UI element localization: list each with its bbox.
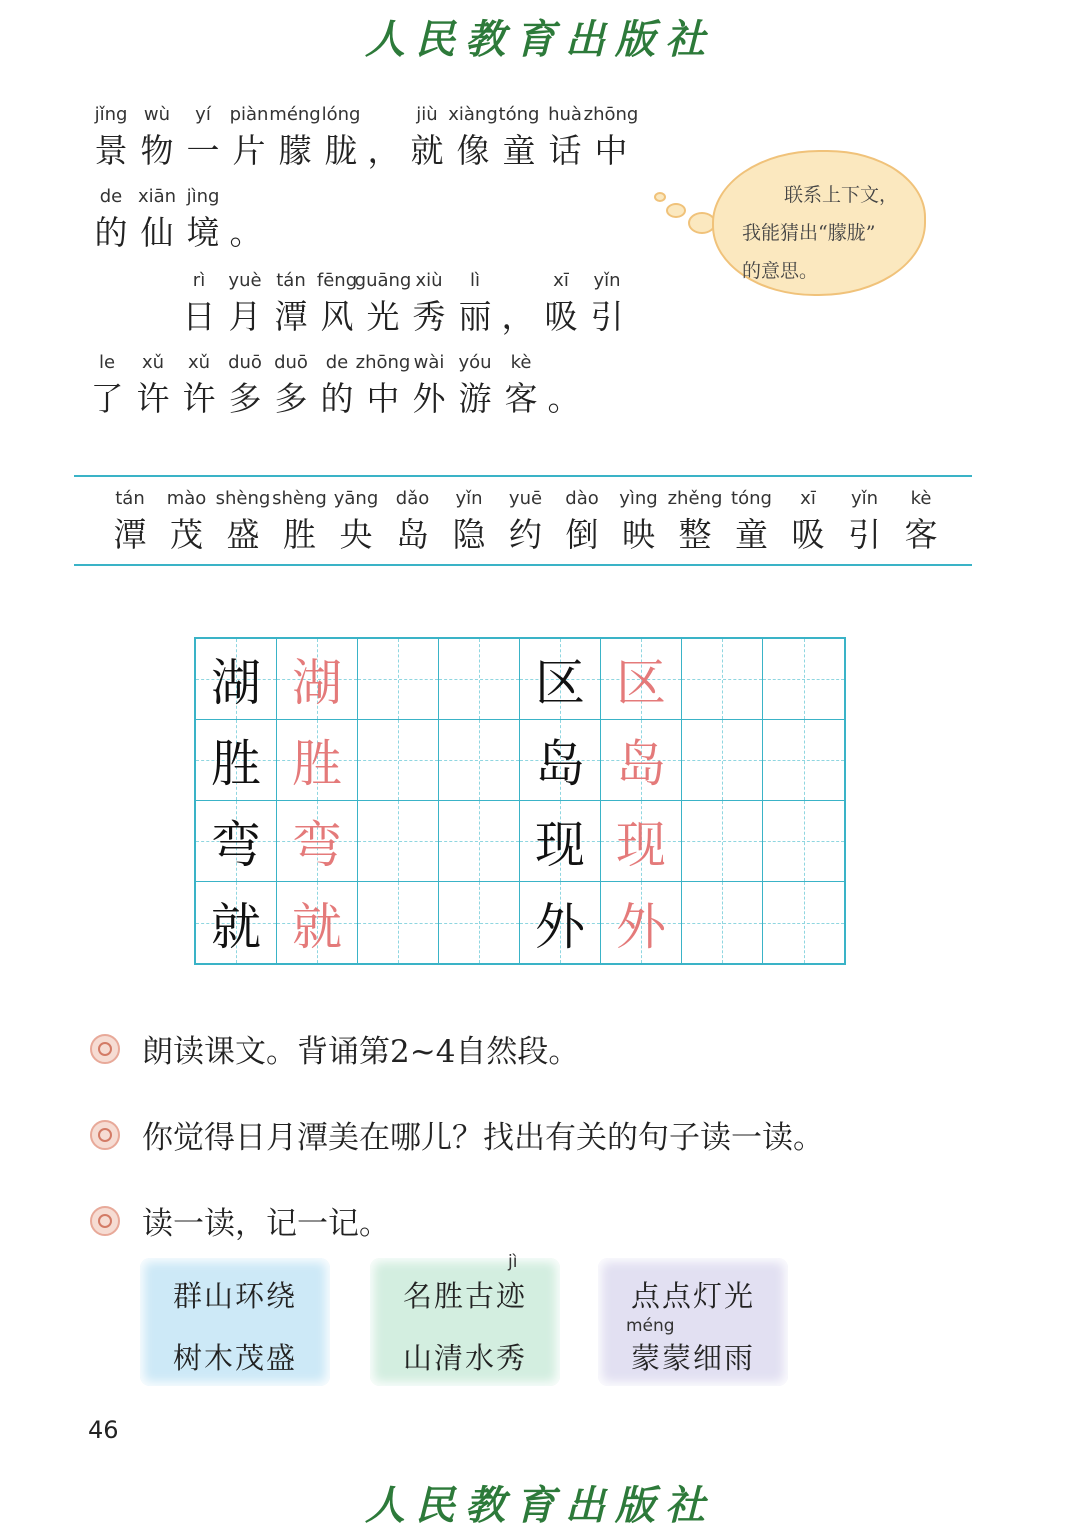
pinyin: lóng <box>321 104 361 125</box>
grid-cell-empty <box>682 801 763 882</box>
grid-cell-empty <box>682 639 763 720</box>
grid-cell-char: 湖 <box>277 639 358 720</box>
hanzi: ， <box>367 131 401 170</box>
hanzi: 多 <box>228 379 262 418</box>
hanzi: 央 <box>339 515 373 554</box>
bubble-line-2: 我能猜出“朦胧” <box>742 222 876 244</box>
exercise-2 <box>90 1112 824 1157</box>
hanzi: 盛 <box>226 515 260 554</box>
new-char <box>328 488 384 556</box>
char-cell <box>130 348 176 420</box>
pinyin: yuè <box>228 270 262 291</box>
hanzi: 游 <box>458 379 492 418</box>
hanzi: 吸 <box>791 515 825 554</box>
grid-cell-char: 外 <box>601 882 682 963</box>
pinyin: xǔ <box>141 352 165 373</box>
hanzi: 许 <box>182 379 216 418</box>
hanzi: 胜 <box>283 515 316 554</box>
hanzi: 岛 <box>396 515 429 554</box>
pinyin: duō <box>228 352 262 373</box>
text-line-3 <box>176 266 630 338</box>
pinyin: yǐn <box>593 270 621 291</box>
grid-cell-char: 现 <box>601 801 682 882</box>
hanzi: 引 <box>590 297 624 336</box>
grid-cell-empty <box>358 639 439 720</box>
pinyin: jìng <box>186 186 220 207</box>
hanzi: 片 <box>232 131 266 170</box>
char-cell <box>450 100 496 172</box>
grid-cell-char: 外 <box>520 882 601 963</box>
new-char <box>215 488 271 556</box>
grid-cell-char: 胜 <box>196 720 277 801</box>
pinyin: xiān <box>137 186 177 207</box>
pinyin: zhōng <box>583 104 639 125</box>
pinyin: wài <box>413 352 445 373</box>
pinyin: duō <box>274 352 308 373</box>
pinyin: tóng <box>731 488 772 509</box>
hanzi: 话 <box>548 131 582 170</box>
char-cell <box>406 266 452 338</box>
hanzi: ， <box>501 297 535 336</box>
publisher-logo-top: 人民教育出版社 <box>365 16 715 63</box>
grid-cell-empty <box>682 720 763 801</box>
grid-cell-empty <box>763 639 844 720</box>
pinyin: le <box>98 352 116 373</box>
pinyin: piàn <box>229 104 269 125</box>
grid-cell-char: 弯 <box>277 801 358 882</box>
grid-cell-empty <box>439 720 520 801</box>
pinyin: xī <box>553 270 569 291</box>
grid-cell-char: 弯 <box>196 801 277 882</box>
divider-top <box>74 475 972 477</box>
char-cell <box>226 182 266 254</box>
char-cell <box>84 348 130 420</box>
hanzi: 一 <box>186 131 220 170</box>
hanzi: 。 <box>547 379 581 418</box>
grid-cell-char: 胜 <box>277 720 358 801</box>
char-cell <box>538 266 584 338</box>
hanzi: 丽 <box>458 297 492 336</box>
grid-cell-empty <box>763 720 844 801</box>
char-cell <box>180 182 226 254</box>
bubble-line-3: 的意思。 <box>742 260 819 282</box>
phrase-card-2 <box>370 1252 560 1386</box>
pinyin: de <box>325 352 349 373</box>
hanzi: 胧 <box>324 131 358 170</box>
hanzi: 物 <box>140 131 174 170</box>
pinyin: shèng <box>215 488 271 509</box>
ruby-ji: jì <box>508 1252 518 1272</box>
phrase: 名胜古迹 <box>402 1279 527 1313</box>
new-char <box>893 488 949 556</box>
text-line-4 <box>84 348 584 420</box>
hanzi: 了 <box>90 379 124 418</box>
grid-cell-char: 岛 <box>520 720 601 801</box>
hanzi: 童 <box>502 131 536 170</box>
char-cell <box>542 100 588 172</box>
pinyin: tóng <box>498 104 540 125</box>
char-cell <box>404 100 450 172</box>
char-cell <box>222 348 268 420</box>
hanzi: 光 <box>366 297 400 336</box>
grid-cell-char: 区 <box>601 639 682 720</box>
pinyin: fēng <box>316 270 358 291</box>
pinyin: dào <box>565 488 599 509</box>
char-cell <box>355 348 411 420</box>
char-cell <box>406 348 452 420</box>
pinyin: yí <box>195 104 211 125</box>
char-cell <box>268 266 314 338</box>
new-char <box>780 488 836 556</box>
phrase: 山清水秀 <box>402 1341 527 1375</box>
writing-grid <box>194 637 846 965</box>
char-cell <box>176 266 222 338</box>
exercise-bullet-icon <box>90 1120 120 1150</box>
phrase-card-3 <box>598 1258 788 1386</box>
char-cell <box>180 100 226 172</box>
char-cell <box>314 266 360 338</box>
hanzi: 整 <box>678 515 712 554</box>
pinyin: kè <box>510 352 532 373</box>
thought-bubble <box>712 150 926 296</box>
hanzi: 日 <box>182 297 216 336</box>
pinyin: zhōng <box>355 352 411 373</box>
new-char <box>159 488 215 556</box>
phrase: 点点灯光 <box>630 1279 755 1313</box>
grid-cell-empty <box>439 801 520 882</box>
page-number: 46 <box>88 1416 119 1444</box>
char-cell <box>88 100 134 172</box>
pinyin: tán <box>276 270 306 291</box>
char-cell <box>498 348 544 420</box>
hanzi: 境 <box>186 213 220 252</box>
char-cell <box>88 182 134 254</box>
char-cell <box>452 348 498 420</box>
exercise-bullet-icon <box>90 1206 120 1236</box>
hanzi: 风 <box>320 297 354 336</box>
char-cell <box>134 182 180 254</box>
hanzi: 就 <box>410 131 444 170</box>
pinyin: zhěng <box>667 488 723 509</box>
hanzi: 映 <box>622 515 655 554</box>
bubble-dot-small <box>654 192 666 202</box>
hanzi: 景 <box>94 131 128 170</box>
grid-cell-char: 区 <box>520 639 601 720</box>
new-char <box>102 488 158 556</box>
pinyin: jiù <box>416 104 438 125</box>
grid-cell-empty <box>439 639 520 720</box>
grid-cell-empty <box>682 882 763 963</box>
pinyin: lì <box>469 270 480 291</box>
pinyin: xī <box>800 488 816 509</box>
pinyin: xiàng <box>448 104 498 125</box>
hanzi: 中 <box>594 131 628 170</box>
new-char <box>667 488 723 556</box>
hanzi: 潭 <box>113 515 147 554</box>
phrase: 群山环绕 <box>172 1279 297 1313</box>
new-char <box>724 488 780 556</box>
pinyin: yóu <box>458 352 492 373</box>
new-char <box>272 488 328 556</box>
grid-cell-char: 岛 <box>601 720 682 801</box>
bubble-line-1: 联系上下文， <box>784 184 899 206</box>
char-cell <box>269 100 321 172</box>
grid-cell-empty <box>763 801 844 882</box>
char-cell <box>134 100 180 172</box>
publisher-logo-bottom: 人民教育出版社 <box>365 1482 715 1529</box>
pinyin: yǐn <box>455 488 483 509</box>
pinyin: guāng <box>354 270 412 291</box>
hanzi: 。 <box>229 213 263 252</box>
text-line-1 <box>88 100 639 172</box>
exercise-1-text: 朗读课文。背诵第2~4自然段。 <box>142 1034 580 1070</box>
char-cell <box>226 100 272 172</box>
char-cell <box>498 266 538 338</box>
char-cell <box>268 348 314 420</box>
grid-cell-char: 现 <box>520 801 601 882</box>
phrase: 蒙蒙细雨 <box>630 1341 755 1375</box>
new-char <box>837 488 893 556</box>
hanzi: 茂 <box>170 515 203 554</box>
hanzi: 秀 <box>412 297 446 336</box>
pinyin: mào <box>166 488 207 509</box>
hanzi: 月 <box>228 297 262 336</box>
char-cell <box>318 100 364 172</box>
pinyin: jǐng <box>94 104 128 125</box>
exercise-2-text: 你觉得日月潭美在哪儿？找出有关的句子读一读。 <box>142 1120 824 1156</box>
char-cell <box>364 100 404 172</box>
divider-bottom <box>74 564 972 566</box>
hanzi: 多 <box>274 379 308 418</box>
grid-cell-empty <box>358 882 439 963</box>
grid-cell-char: 湖 <box>196 639 277 720</box>
char-cell <box>496 100 542 172</box>
hanzi: 潭 <box>274 297 308 336</box>
char-cell <box>222 266 268 338</box>
pinyin: de <box>99 186 123 207</box>
hanzi: 像 <box>456 131 490 170</box>
pinyin: yǐn <box>850 488 879 509</box>
exercise-1 <box>90 1026 579 1071</box>
char-cell <box>583 100 639 172</box>
pinyin: méng <box>269 104 321 125</box>
char-cell <box>584 266 630 338</box>
pinyin: xiù <box>415 270 443 291</box>
pinyin: tán <box>115 488 145 509</box>
char-cell <box>176 348 222 420</box>
new-char <box>441 488 497 556</box>
text-line-2 <box>88 182 266 254</box>
new-char <box>611 488 667 556</box>
hanzi: 仙 <box>140 213 174 252</box>
hanzi: 的 <box>94 213 128 252</box>
new-char <box>385 488 441 556</box>
hanzi: 许 <box>136 379 170 418</box>
hanzi: 中 <box>366 379 400 418</box>
pinyin: yuē <box>508 488 543 509</box>
grid-cell-empty <box>439 882 520 963</box>
pinyin: dǎo <box>395 488 430 509</box>
grid-cell-char: 就 <box>277 882 358 963</box>
char-cell <box>544 348 584 420</box>
hanzi: 吸 <box>544 297 578 336</box>
pinyin: kè <box>910 488 932 509</box>
char-cell <box>314 348 360 420</box>
hanzi: 引 <box>848 515 881 554</box>
pinyin: xǔ <box>187 352 211 373</box>
exercise-bullet-icon <box>90 1034 120 1064</box>
grid-cell-empty <box>763 882 844 963</box>
grid-cell-empty <box>358 801 439 882</box>
pinyin: yìng <box>619 488 658 509</box>
ruby-meng: méng <box>626 1316 675 1336</box>
hanzi: 外 <box>412 379 446 418</box>
phrase-card-1 <box>140 1258 330 1386</box>
grid-cell-char: 就 <box>196 882 277 963</box>
pinyin: yāng <box>333 488 379 509</box>
grid-cell-empty <box>358 720 439 801</box>
new-char <box>554 488 610 556</box>
hanzi: 倒 <box>565 515 599 554</box>
hanzi: 隐 <box>452 515 486 554</box>
hanzi: 朦 <box>278 131 312 170</box>
exercise-3 <box>90 1198 390 1243</box>
hanzi: 客 <box>504 379 538 418</box>
pinyin: wù <box>143 104 171 125</box>
char-cell <box>354 266 412 338</box>
phrase: 树木茂盛 <box>172 1341 297 1375</box>
hanzi: 约 <box>509 515 542 554</box>
char-cell <box>452 266 498 338</box>
bubble-dot-medium <box>666 203 686 218</box>
exercise-3-text: 读一读，记一记。 <box>142 1206 390 1242</box>
hanzi: 的 <box>320 379 354 418</box>
hanzi: 童 <box>735 515 768 554</box>
pinyin: shèng <box>272 488 327 509</box>
hanzi: 客 <box>904 515 938 554</box>
pinyin: huà <box>548 104 582 125</box>
new-char <box>498 488 554 556</box>
pinyin: rì <box>192 270 206 291</box>
